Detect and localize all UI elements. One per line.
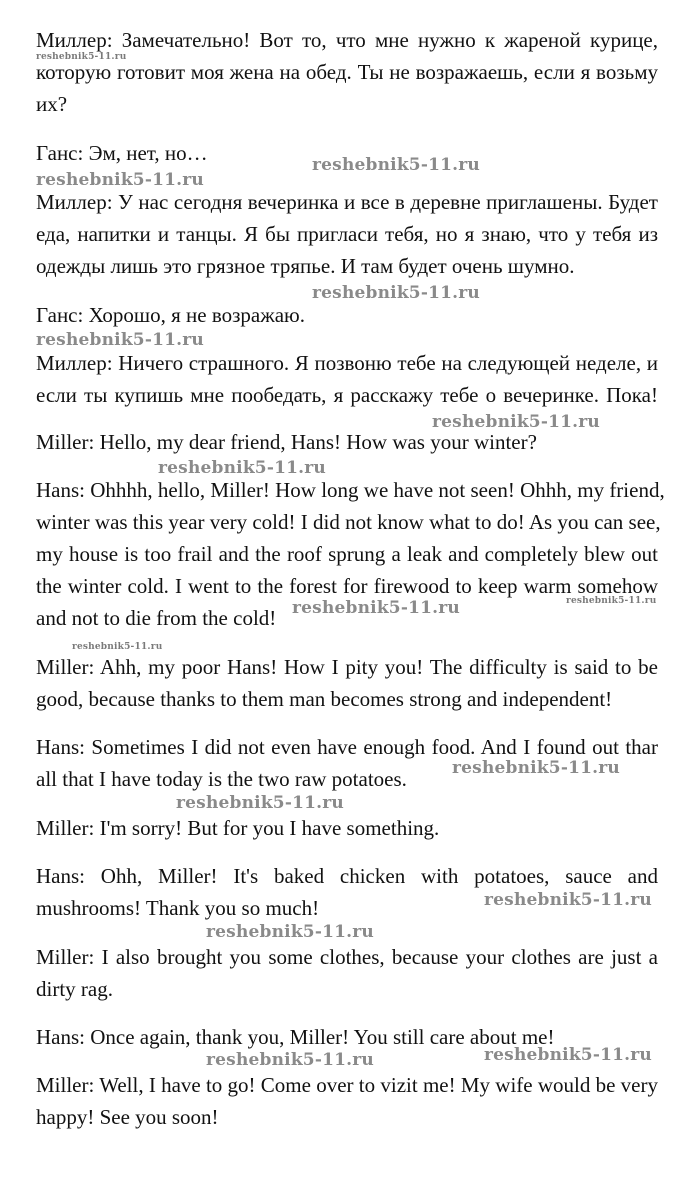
watermark: reshebnik5-11.ru	[432, 412, 600, 432]
text-line: Miller: Well, I have to go! Come over to vizit me! My wife would be very	[36, 1073, 658, 1097]
watermark: reshebnik5-11.ru	[36, 330, 204, 350]
text-line: Miller: Ahh, my poor Hans! How I pity you! The difficulty is said to be	[36, 655, 658, 679]
watermark: reshebnik5-11.ru	[292, 598, 460, 618]
watermark: reshebnik5-11.ru	[484, 1045, 652, 1065]
text-line: and not to die from the cold!	[36, 606, 277, 630]
text-line: Hans: Sometimes I did not even have enough food. And I found out thar	[36, 735, 658, 759]
text-line: winter was this year very cold! I did not know what to do! As you can see,	[36, 510, 661, 534]
text-line: the winter cold. I went to the forest for firewood to keep warm somehow	[36, 574, 658, 598]
watermark: reshebnik5-11.ru	[176, 793, 344, 813]
text-line: mushrooms! Thank you so much!	[36, 896, 320, 920]
text-line: Miller: I also brought you some clothes, because your clothes are just a	[36, 945, 658, 969]
text-line: Hans: Ohhhh, hello, Miller! How long we have not seen! Ohhh, my friend,	[36, 478, 665, 502]
text-line: dirty rag.	[36, 977, 113, 1001]
text-line: Miller: I'm sorry! But for you I have something.	[36, 816, 440, 840]
watermark: reshebnik5-11.ru	[484, 890, 652, 910]
watermark: reshebnik5-11.ru	[72, 642, 163, 652]
text-line: одежды лишь это грязное тряпье. И там будет очень шумно.	[36, 254, 575, 278]
text-line: Миллер: Ничего страшного. Я позвоню тебе на следующей неделе, и	[36, 351, 658, 375]
text-line: Hans: Once again, thank you, Miller! You still care about me!	[36, 1025, 555, 1049]
text-line: Миллер: У нас сегодня вечеринка и все в деревне приглашены. Будет	[36, 190, 658, 214]
watermark: reshebnik5-11.ru	[452, 758, 620, 778]
watermark: reshebnik5-11.ru	[158, 458, 326, 478]
text-line: good, because thanks to them man becomes strong and independent!	[36, 687, 613, 711]
watermark: reshebnik5-11.ru	[206, 922, 374, 942]
text-line: которую готовит моя жена на обед. Ты не возражаешь, если я возьму	[36, 60, 658, 84]
text-line: my house is too frail and the roof sprung a leak and completely blew out	[36, 542, 658, 566]
watermark: reshebnik5-11.ru	[36, 52, 127, 62]
watermark: reshebnik5-11.ru	[312, 283, 480, 303]
text-line: еда, напитки и танцы. Я бы пригласи тебя, но я знаю, что у тебя из	[36, 222, 658, 246]
watermark: reshebnik5-11.ru	[206, 1050, 374, 1070]
text-line: Ганс: Эм, нет, но…	[36, 141, 208, 165]
text-line: Miller: Hello, my dear friend, Hans! How was your winter?	[36, 430, 537, 454]
watermark: reshebnik5-11.ru	[566, 596, 657, 606]
watermark: reshebnik5-11.ru	[312, 155, 480, 175]
text-line: их?	[36, 92, 68, 116]
text-line: если ты купишь мне пообедать, я расскажу тебе о вечеринке. Пока!	[36, 383, 658, 407]
text-line: happy! See you soon!	[36, 1105, 219, 1129]
text-line: Hans: Ohh, Miller! It's baked chicken with potatoes, sauce and	[36, 864, 658, 888]
watermark: reshebnik5-11.ru	[36, 170, 204, 190]
text-line: Миллер: Замечательно! Вот то, что мне нужно к жареной курице,	[36, 28, 658, 52]
text-line: Ганс: Хорошо, я не возражаю.	[36, 303, 305, 327]
text-line: all that I have today is the two raw potatoes.	[36, 767, 407, 791]
